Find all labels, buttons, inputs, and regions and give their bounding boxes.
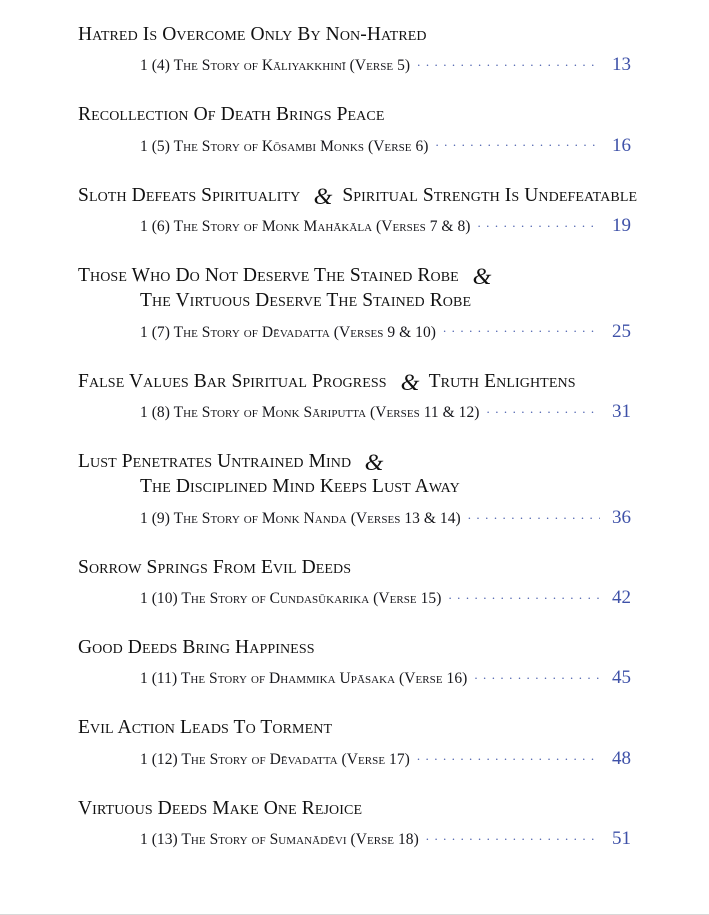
toc-entry-page-number[interactable]: 19: [612, 215, 631, 237]
toc-entry-story-label: 1 (11) The Story of Dhammika Upāsaka (Verse 16): [140, 670, 468, 688]
toc-entry-story-row[interactable]: [0, 587, 709, 609]
toc-entry-title: [0, 263, 709, 288]
dot-leader: [477, 215, 600, 231]
toc-entry-story-row[interactable]: [0, 748, 709, 770]
toc-entry[interactable]: [0, 263, 709, 343]
toc-entry-story-row[interactable]: [0, 54, 709, 76]
decorative-ampersand-icon: &: [313, 183, 333, 209]
toc-entry-story-row[interactable]: [0, 135, 709, 157]
toc-entry[interactable]: [0, 796, 709, 850]
decorative-ampersand-icon: &: [472, 264, 492, 290]
toc-entry-title-text-second: The Virtuous Deserve The Stained Robe: [140, 290, 472, 312]
toc-entry-title: [0, 555, 709, 580]
dot-leader: [443, 321, 600, 337]
toc-entry-title: [0, 449, 709, 474]
toc-entry-story-label: 1 (6) The Story of Monk Mahākāla (Verses 7 & 8): [140, 218, 471, 236]
toc-entry-title-text: Good Deeds Bring Happiness: [78, 637, 315, 659]
toc-entry[interactable]: [0, 555, 709, 609]
dot-leader: [448, 587, 600, 603]
toc-entry-title: [0, 796, 709, 821]
toc-entry-title-text-second: The Disciplined Mind Keeps Lust Away: [140, 476, 460, 498]
toc-entry-title: [0, 22, 709, 47]
toc-entry-page-number[interactable]: 13: [612, 54, 631, 76]
toc-entry[interactable]: [0, 715, 709, 769]
toc-entry-story-label: 1 (7) The Story of Dēvadatta (Verses 9 & 10): [140, 323, 436, 341]
toc-entry-story-row[interactable]: [0, 667, 709, 689]
toc-entry-title-text: Those Who Do Not Deserve The Stained Robe: [78, 265, 459, 287]
decorative-ampersand-icon: &: [400, 369, 420, 395]
toc-entry-story-row[interactable]: [0, 401, 709, 423]
dot-leader: [468, 507, 600, 523]
toc-entry-title-text: Sloth Defeats Spirituality: [78, 184, 301, 206]
dot-leader: [435, 135, 600, 151]
toc-entry-title-text-second: Spiritual Strength Is Undefeatable: [342, 184, 638, 206]
toc-entry-title-second-line: [0, 474, 709, 499]
toc-entry-title-text-second: Truth Enlightens: [428, 370, 576, 392]
toc-entry-title-text: Lust Penetrates Untrained Mind: [78, 451, 352, 473]
toc-entry-title: [0, 102, 709, 127]
toc-entry-story-row[interactable]: [0, 828, 709, 850]
toc-entry[interactable]: [0, 635, 709, 689]
toc-entry[interactable]: [0, 183, 709, 237]
toc-entry-story-label: 1 (8) The Story of Monk Sāriputta (Verses 11 & 12): [140, 404, 480, 422]
toc-entry[interactable]: [0, 22, 709, 76]
toc-entry-story-label: 1 (13) The Story of Sumanādēvi (Verse 18): [140, 831, 419, 849]
toc-entry-page-number[interactable]: 31: [612, 401, 631, 423]
toc-entry[interactable]: [0, 449, 709, 529]
toc-entry[interactable]: [0, 369, 709, 423]
toc-entry-title-text: False Values Bar Spiritual Progress: [78, 370, 387, 392]
toc-entry-title-second-line: [0, 288, 709, 313]
toc-entry-title: [0, 183, 709, 208]
dot-leader: [474, 667, 600, 683]
toc-entry-title-text: Virtuous Deeds Make One Rejoice: [78, 797, 363, 819]
toc-entry-story-row[interactable]: [0, 321, 709, 343]
toc-entry-title-text: Hatred Is Overcome Only By Non-Hatred: [78, 24, 427, 45]
toc-entry-page-number[interactable]: 45: [612, 667, 631, 689]
toc-entry-page-number[interactable]: 48: [612, 747, 631, 769]
toc-entry-page-number[interactable]: 16: [612, 134, 631, 156]
toc-entry-title-text: Recollection Of Death Brings Peace: [78, 104, 385, 126]
toc-entry-title-text: Evil Action Leads To Torment: [78, 717, 333, 739]
dot-leader: [426, 828, 600, 844]
toc-entry-story-row[interactable]: [0, 507, 709, 529]
toc-entry-page-number[interactable]: 51: [612, 828, 631, 850]
toc-entry-title-text: Sorrow Springs From Evil Deeds: [78, 556, 352, 578]
dot-leader: [417, 748, 600, 764]
toc-entry[interactable]: [0, 102, 709, 156]
dot-leader: [487, 401, 601, 417]
toc-entry-story-label: 1 (10) The Story of Cundasūkarika (Verse 15): [140, 590, 442, 608]
toc-entry-title: [0, 715, 709, 740]
toc-entry-page-number[interactable]: 42: [612, 587, 631, 609]
toc-entry-title: [0, 369, 709, 394]
toc-entry-story-label: 1 (12) The Story of Dēvadatta (Verse 17): [140, 750, 410, 768]
toc-entry-story-label: 1 (5) The Story of Kōsambi Monks (Verse 6): [140, 137, 429, 155]
decorative-ampersand-icon: &: [364, 450, 384, 476]
toc-entry-page-number[interactable]: 25: [612, 320, 631, 342]
toc-entry-story-label: 1 (4) The Story of Kāliyakkhinī (Verse 5): [140, 57, 411, 75]
toc-entry-story-row[interactable]: [0, 215, 709, 237]
toc-entry-story-label: 1 (9) The Story of Monk Nanda (Verses 13 & 14): [140, 509, 461, 527]
toc-entry-page-number[interactable]: 36: [612, 506, 631, 528]
dot-leader: [417, 54, 600, 70]
toc-entry-title: [0, 635, 709, 660]
